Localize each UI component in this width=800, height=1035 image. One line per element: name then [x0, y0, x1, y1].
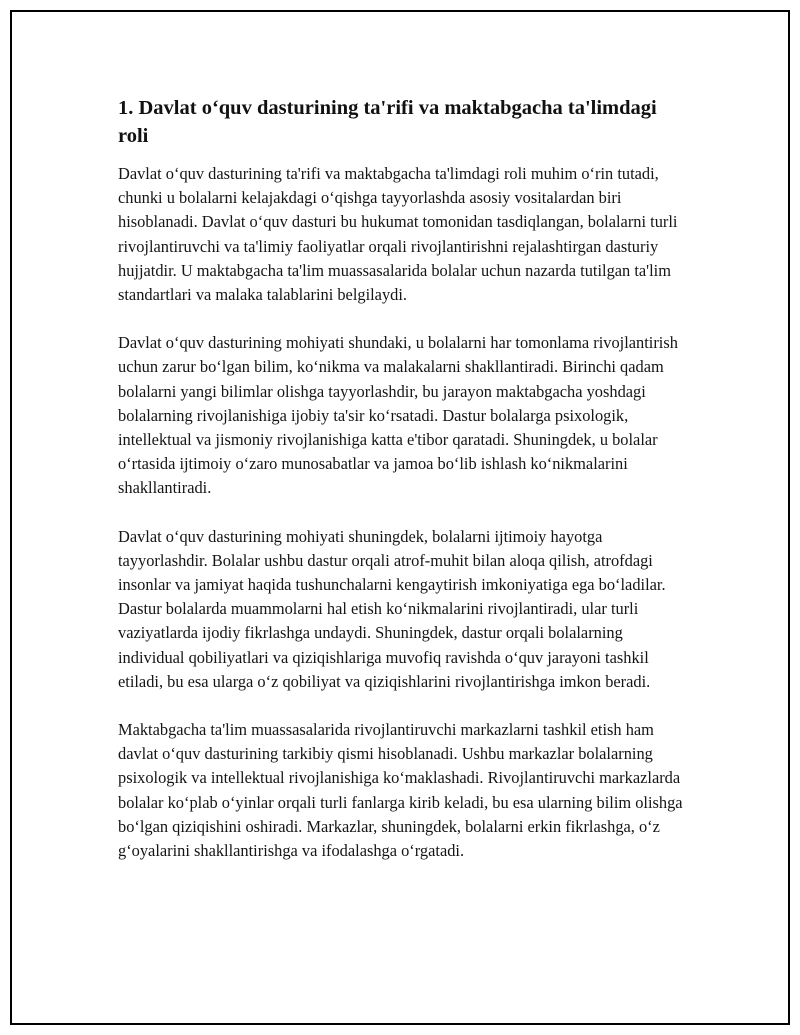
paragraph-4: Maktabgacha ta'lim muassasalarida rivojlantiruvchi markazlarni tashkil etish ham davlat o‘quv dasturining tarkibiy qismi hisoblanadi. Ushbu markazlar bolalarning psixologik va intellektual rivojlanishiga ko‘maklashadi. Rivojlantiruvchi markazlarda bolalar ko‘plab o‘yinlar orqali turli fanlarga kirib keladi, bu esa ularning bilim olishga bo‘lgan qiziqishini oshiradi. Markazlar, shuningdek, bolalarni erkin fikrlashga, o‘z g‘oyalarini shakllantirishga va ifodalashga o‘rgatadi.	[118, 720, 683, 861]
paragraph-3: Davlat o‘quv dasturining mohiyati shuningdek, bolalarni ijtimoiy hayotga tayyorlashdir. Bolalar ushbu dastur orqali atrof-muhit bilan aloqa qilish, atrofdagi insonlar va jamiyat haqida tushunchalarni kengaytirish imkoniyatiga ega bo‘ladilar. Dastur bolalarda muammolarni hal etish ko‘nikmalarini rivojlantiradi, ular turli vaziyatlarda ijodiy fikrlashga undaydi. Shuningdek, dastur orqali bolalarning individual qobiliyatlari va qiziqishlariga muvofiq ravishda o‘quv jarayoni tashkil etiladi, bu esa ularga o‘z qobiliyat va qiziqishlarini rivojlantirishga imkon beradi.	[118, 526, 666, 691]
section-heading: 1. Davlat o‘quv dasturining ta'rifi va maktabgacha ta'limdagi roli	[118, 97, 657, 147]
document-body	[118, 94, 684, 887]
paragraph-2: Davlat o‘quv dasturining mohiyati shundaki, u bolalarni har tomonlama rivojlantirish uchun zarur bo‘lgan bilim, ko‘nikma va malakalarni shakllantiradi. Birinchi qadam bolalarni yangi bilimlar olishga tayyorlashdir, bu jarayon maktabgacha yoshdagi bolalarning rivojlanishiga ijobiy ta'sir ko‘rsatadi. Dastur bolalarga psixologik, intellektual va jismoniy rivojlanishiga katta e'tibor qaratadi. Shuningdek, u bolalar o‘rtasida ijtimoiy o‘zaro munosabatlar va jamoa bo‘lib ishlash ko‘nikmalarini shakllantiradi.	[118, 333, 678, 498]
paragraph-1: Davlat o‘quv dasturining ta'rifi va maktabgacha ta'limdagi roli muhim o‘rin tutadi, chunki u bolalarni kelajakdagi o‘qishga tayyorlashda asosiy vositalardan biri hisoblanadi. Davlat o‘quv dasturi bu hukumat tomonidan tasdiqlangan, bolalarni turli rivojlantiruvchi va ta'limiy faoliyatlar orqali rivojlantirishni rejalashtirgan dasturiy hujjatdir. U maktabgacha ta'lim muassasalarida bolalar uchun nazarda tutilgan ta'lim standartlari va malaka talablarini belgilaydi.	[118, 164, 678, 305]
